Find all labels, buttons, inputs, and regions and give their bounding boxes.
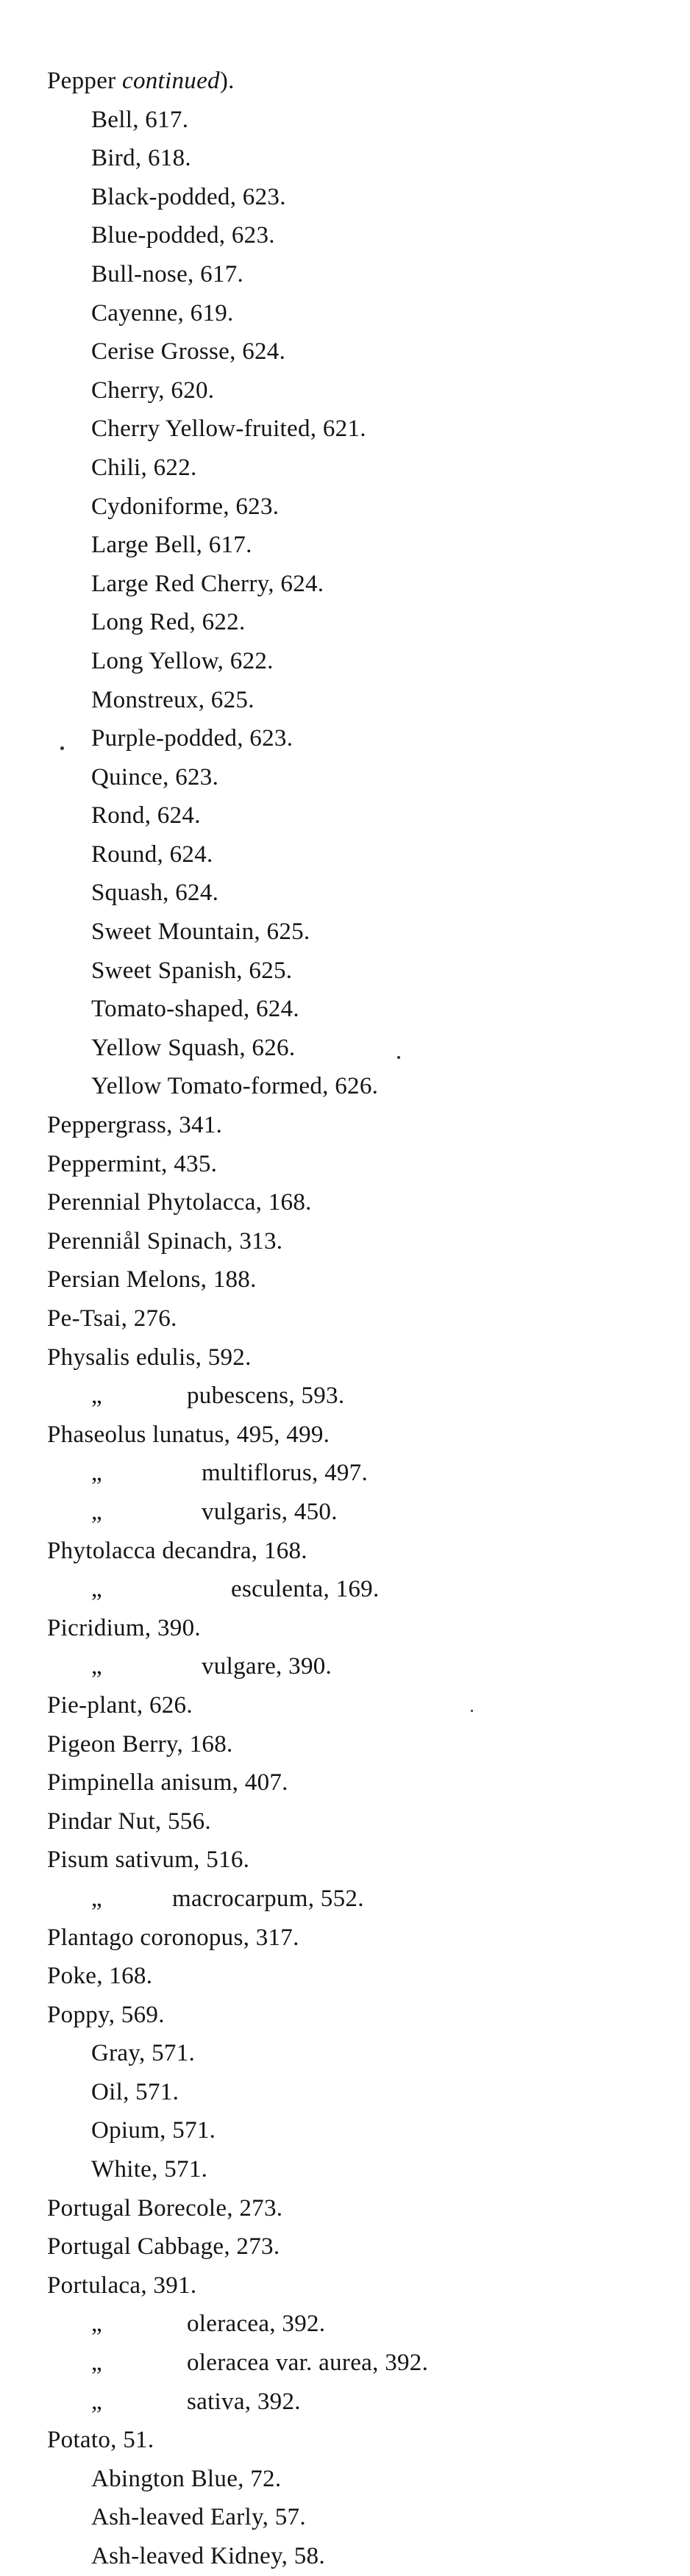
- ditto-mark: „: [91, 1576, 102, 1603]
- index-subentry: Opium, 571.: [91, 2117, 216, 2144]
- index-subentry: Squash, 624.: [91, 880, 219, 907]
- index-ditto-entry: [47, 1570, 680, 1609]
- index-entry: Portugal Borecole, 273.: [47, 2194, 283, 2222]
- index-entry: Peppergrass, 341.: [47, 1112, 223, 1139]
- index-entry: Peppermint, 435.: [47, 1150, 218, 1177]
- index-ditto-entry: [47, 1454, 680, 1493]
- ditto-mark: „: [91, 2350, 102, 2377]
- index-ditto-entry: [47, 1493, 680, 1532]
- entry-italic: continued: [122, 68, 220, 94]
- entry-head: Pepper: [47, 68, 122, 94]
- index-subentry: Tomato-shaped, 624.: [91, 996, 299, 1023]
- index-subentry: Long Yellow, 622.: [91, 647, 274, 674]
- index-subentry: Bell, 617.: [91, 106, 189, 133]
- index-subentry: Round, 624.: [91, 841, 213, 868]
- index-ditto-entry: [47, 1880, 680, 1919]
- index-entry: Perenniål Spinach, 313.: [47, 1227, 283, 1255]
- ditto-entry-text: sativa, 392.: [187, 2388, 301, 2415]
- index-entry: Pie-plant, 626.: [47, 1691, 193, 1719]
- index-subentry: Cerise Grosse, 624.: [91, 338, 286, 365]
- index-entry: Potato, 51.: [47, 2427, 154, 2454]
- index-subentry: Quince, 623.: [91, 763, 219, 791]
- index-subentry: Yellow Squash, 626.: [91, 1034, 296, 1061]
- index-subentry: Large Bell, 617.: [91, 532, 252, 559]
- index-subentry: Cayenne, 619.: [91, 299, 234, 327]
- ditto-entry-text: esculenta, 169.: [231, 1576, 380, 1603]
- index-entry: Perennial Phytolacca, 168.: [47, 1189, 312, 1216]
- index-subentry: Bull-nose, 617.: [91, 260, 244, 288]
- index-entry: Picridium, 390.: [47, 1614, 201, 1641]
- index-subentry: Oil, 571.: [91, 2078, 179, 2105]
- index-subentry: Sweet Spanish, 625.: [91, 957, 293, 984]
- index-subentry: White, 571.: [91, 2156, 208, 2183]
- index-subentry: Cherry Yellow-fruited, 621.: [91, 415, 366, 443]
- index-entry: Phytolacca decandra, 168.: [47, 1537, 307, 1564]
- print-speck: [397, 1056, 400, 1059]
- index-ditto-entry: [47, 1377, 680, 1416]
- index-subentry: Long Red, 622.: [91, 609, 246, 636]
- index-subentry: Cydoniforme, 623.: [91, 493, 280, 520]
- index-subentry: Ash-leaved Early, 57.: [91, 2504, 306, 2531]
- ditto-entry-text: vulgaris, 450.: [202, 1498, 338, 1525]
- ditto-entry-text: pubescens, 593.: [187, 1382, 345, 1410]
- ditto-mark: „: [91, 1498, 102, 1525]
- index-subentry: Cherry, 620.: [91, 377, 215, 404]
- index-subentry: Bird, 618.: [91, 145, 191, 172]
- index-subentry: Rond, 624.: [91, 802, 201, 829]
- index-entry: Pe-Tsai, 276.: [47, 1305, 177, 1332]
- index-column: [47, 62, 680, 2576]
- index-subentry: Purple-podded, 623.: [91, 725, 294, 752]
- index-entry: Portugal Cabbage, 273.: [47, 2233, 280, 2261]
- index-entry-pepper-continued: [47, 62, 680, 101]
- index-subentry: Chili, 622.: [91, 454, 197, 481]
- index-subentry: Monstreux, 625.: [91, 686, 255, 713]
- index-subentry: Blue-podded, 623.: [91, 222, 275, 249]
- index-subentry: Black-podded, 623.: [91, 183, 286, 210]
- index-subentry: Abington Blue, 72.: [91, 2465, 282, 2492]
- ditto-mark: „: [91, 2311, 102, 2338]
- ditto-mark: „: [91, 1653, 102, 1680]
- ditto-entry-text: macrocarpum, 552.: [172, 1885, 364, 1912]
- index-entry: Pisum sativum, 516.: [47, 1847, 250, 1874]
- index-entry: Pindar Nut, 556.: [47, 1808, 211, 1835]
- index-entry: Plantago coronopus, 317.: [47, 1924, 299, 1951]
- index-entry: Pimpinella anisum, 407.: [47, 1769, 288, 1797]
- ditto-entry-text: vulgare, 390.: [202, 1653, 332, 1680]
- index-entry: Poke, 168.: [47, 1963, 153, 1990]
- index-subentry: Gray, 571.: [91, 2040, 196, 2067]
- ditto-entry-text: oleracea, 392.: [187, 2311, 326, 2338]
- index-entry: Persian Melons, 188.: [47, 1266, 257, 1294]
- index-entry: Poppy, 569.: [47, 2001, 165, 2028]
- ditto-mark: „: [91, 1885, 102, 1912]
- ditto-mark: „: [91, 1460, 102, 1487]
- entry-tail: ).: [219, 68, 235, 94]
- index-ditto-entry: [47, 2305, 680, 2344]
- ditto-mark: „: [91, 2388, 102, 2415]
- print-speck: [471, 1710, 473, 1712]
- ditto-mark: „: [91, 1382, 102, 1410]
- ditto-entry-text: oleracea var. aurea, 392.: [187, 2350, 429, 2377]
- index-subentry: Sweet Mountain, 625.: [91, 918, 310, 946]
- index-ditto-entry: [47, 2344, 680, 2383]
- index-entry: Physalis edulis, 592.: [47, 1344, 252, 1371]
- index-ditto-entry: [47, 2383, 680, 2422]
- index-subentry: Large Red Cherry, 624.: [91, 570, 324, 597]
- index-ditto-entry: [47, 1647, 680, 1686]
- ditto-entry-text: multiflorus, 497.: [202, 1460, 369, 1487]
- index-entry: Pigeon Berry, 168.: [47, 1730, 233, 1758]
- index-entry: Portulaca, 391.: [47, 2272, 197, 2299]
- index-subentry: Ash-leaved Kidney, 58.: [91, 2543, 325, 2569]
- index-subentry: Yellow Tomato-formed, 626.: [91, 1073, 379, 1100]
- index-entry: Phaseolus lunatus, 495, 499.: [47, 1421, 330, 1448]
- print-speck: [60, 746, 64, 750]
